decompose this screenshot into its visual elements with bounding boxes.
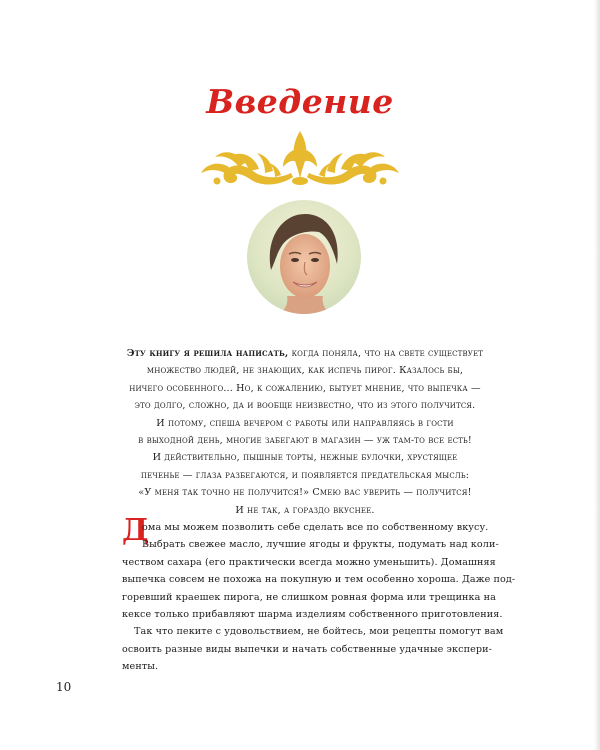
intro-line: ничего особенного... Но, к сожалению, бытует мнение, что выпечка — [129,382,481,394]
body-line: Выбрать свежее масло, лучшие ягоды и фрукты, подумать над коли- [142,539,499,551]
page-number: 10 [56,680,72,694]
intro-paragraph [122,345,488,519]
intro-line: печенье — глаза разбегаются, и появляется предательская мысль: [140,469,470,481]
intro-line: «У меня так точно не получится!» Смею вас уверить — получится! [138,487,472,499]
intro-line: в выходной день, многие забегают в магазин — уж там-то все есть! [138,435,472,447]
intro-line-first: Эту книгу я решила написать, когда поняла, что на свете существует [126,348,484,359]
body-line: менты. [122,661,159,673]
body-line: Так что пеките с удовольствием, не бойтесь, мои рецепты помогут вам [134,626,504,638]
intro-lead: Эту книгу я решила написать, [126,348,289,359]
body-line: выпечка совсем не похожа на покупную и тем особенно хороша. Даже под- [122,574,516,586]
intro-line: это долго, сложно, да и вообще неизвестно, что из этого получится. [134,400,476,412]
page-title: Введение [206,82,394,121]
body-line: освоить разные виды выпечки и начать собственные удачные экспери- [122,643,492,655]
author-portrait-photo [247,200,361,314]
drop-cap: Д [122,513,149,548]
intro-line: множество людей, не знающих, как испечь пирог. Казалось бы, [146,365,464,377]
body-line: кексе только прибавляют шарма изделиям собственного приготовления. [122,609,503,621]
body-line: ома мы можем позволить себе сделать все по собственному вкусу. [142,522,489,533]
ornament-flourish-icon [195,127,405,189]
intro-line: И не так, а гораздо вкуснее. [235,504,375,516]
body-paragraph [122,519,516,676]
intro-line: И потому, спеша вечером с работы или направляясь в гости [156,417,454,429]
body-line: горевший краешек пирога, не слишком ровная форма или трещинка на [122,591,496,603]
body-line: чеством сахара (его практически всегда можно уменьшить). Домашняя [122,556,496,568]
intro-line: И действительно, пышные торты, нежные булочки, хрустящее [152,452,458,464]
